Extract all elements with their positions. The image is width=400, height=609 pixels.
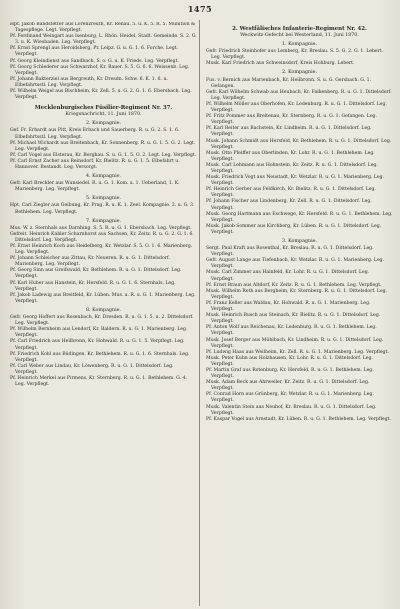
company-heading: 1. Kompagnie. [282,42,317,48]
list-entry: Gefr. Friedrich Steinhofer aus Lemberg, Kr. Breslau. S. 5. G. 2. G. 1. Lebert. Leg. Verpflegt. [206,49,384,61]
list-entry: Musk. Wilhelm Roth aus Bergheim, Kr. Sternberg. R. u. G. 1. Dittelsdorf. Leg. Verpflegt. [206,288,387,300]
list-entry: Musk. Jakob Sommer aus Kirchberg, Kr. Lüben. R. u. G. 1. Dittelsdorf. Leg. Verpflegt. [206,223,382,235]
list-entry: Musk. Valentin Stein aus Neuhof, Kr. Breslau. R. u. G. 1. Dittelsdorf. Leg. Verpflegt. [206,404,377,416]
list-entry: Gef. Fr. Erhardt aus Pitt, Kreis Erbach und Sauerberg. R. u. G. 2. S. 1. 6. Elbefahrtsstl. Leg. Verpflegt. [10,128,180,140]
list-entry: Musk. Johann Schmidt aus Hersfeld, Kr. Bethlehem. R. u. G. 1. Dittelsdorf. Leg. Verpflegt. [206,138,392,150]
list-entry: Fus. v. Bernich aus Marienbach, Kr. Heilbronn. S. u. G. Gersbach. G. 1. Gefangen. [206,77,372,89]
section-date: Kriegsnachricht, 11. Juni 1870. [65,112,142,118]
right-column [206,22,393,602]
list-entry: Pf. Ernst Braun aus Altdorf, Kr. Zeitz. R. u. G. 1. Bethlehem. Leg. Verpflegt. [206,282,382,288]
list-entry: Gefr. Karl Breckler aus Wunsiedel. R. u. G. 1. Kom. a. 1. Ueberland, 1. K. Marienberg. Leg. Verpflegt. [10,181,180,193]
list-entry: Gefr. Georg Hoffert aus Rosenbach, Kr. Dresden. R. u. G. 1. 5. u. 2. Dittelsdorf. Leg. Verpflegt. [10,315,194,327]
list-entry: Pf. Carl Vogel aus Elsterau, Kr. Berghau. S. u. G. 1. 5. G. 2. Legt. Leg. Verpflegt. [10,152,197,158]
list-entry: Mus. W. z. Sternhals aus Darnhing. S. 5. R. u. G. 1. Ebersbach. Leg. Verpflegt. [10,225,192,231]
list-entry: Pf. Franz Keller aus Waldau, Kr. Hohwald. R. u. G. 1. Marienberg. Leg. Verpflegt. [206,300,371,313]
list-entry: Pf. Michael Wichardt aus Breitenbach, Kr. Sonnenberg. R. u. G. 1. 5. G. 2. Legt. Leg. Verpflegt. [10,140,196,152]
list-entry: Pf. Ferdinand Weingart aus Isenburg, L. Rhön. Heidel. Stadt. Gemeinde. S. 2. G. 3. u. K. Wiesbaden. Leg. Verpflegt. [10,34,197,46]
list-entry: Pf. Karl Reiter aus Bachstein, Kr. Lindheim. R. u. G. 1. Dittelsdorf. Leg. Verpflegt. [206,126,372,138]
list-entry: Pf. Carl Ernst Zacher aus Reinsdorf, Kr. Bielitz. R. u. G. 1. 5. Elbefahrt u. Hannover. Bestandt. Leg. Versorgt. [10,158,180,170]
list-entry: Pf. Johann Fischer aus Lindenberg, Kr. Zell. R. u. G. 1. Dittelsdorf. Leg. Verpflegt. [206,199,372,211]
list-entry: Pf. Heinrich Gerber aus Feldkirch, Kr. Bielitz. R. u. G. 1. Dittelsdorf. Leg. Verpflegt. [206,187,376,199]
list-entry: Sergt. Paul Kraft aus Rosenthal, Kr. Breslau. R. u. G. 1. Dittelsdorf. Leg. Verpflegt. [206,246,374,258]
section-heading: Mecklenburgisches Füsilier-Regiment Nr. 37. [34,105,173,112]
list-entry: Musk. Adam Beck aus Ahrweiler, Kr. Zeitz. R. u. G. 1. Dittelsdorf. Leg. Verpflegt. [206,380,370,392]
company-heading: 3. Kompagnie. [282,239,317,244]
list-entry: Musk. Peter Kuhn aus Holzhausen, Kr. Lohr. R. u. G. 1. Dittelsdorf. Leg. Verpflegt. [206,355,373,367]
list-entry: Pf. Georg Schlederer aus Schwarzhof, Kr. Bauer. S. 5. G. 6. 6. Weissenb. Leg. Verpflegt. [10,64,190,76]
left-column [10,22,197,602]
list-entry: Pf. Ludwig Haas aus Weilheim, Kr. Zell. R. u. G. 1. Marienberg. Leg. Verpflegt. [206,349,389,355]
company-heading: 2. Kompagnie. [86,121,121,127]
list-entry: Musk. Karl Friedrich aus Schweinsdorf, Kreis Hohburg. Lebert. [206,61,355,67]
list-entry: Pf. Conrad Horn aus Grünberg, Kr. Wetzlar. R. u. G. 1. Marienberg. Leg. Verpflegt. [206,392,374,404]
list-entry: Pf. Karl Huber aus Hanstein, Kr. Hersfeld. R. u. G. 1. 6. Sternhals. Leg. Verpflegt. [10,280,176,292]
list-entry: Gefr. Karl Wilhelm Schwab aus Heubach, Kr. Falkenberg. R. u. G. 1. Dittelsdorf. Leg. Verpflegt. [206,89,392,101]
list-entry: Gefreit. Heinrich Kahler Scharnhorst aus Sachsen, Kr. Zeitz. R. u. G. 2. G. 1. 6. Dittelsdorf. Leg. Verpflegt. [10,231,194,243]
list-entry: Musk. Josef Berger aus Mühlbach, Kr. Lindheim. R. u. G. 1. Dittelsdorf. Leg. Verpflegt. [206,337,384,349]
column-divider [199,20,200,606]
company-heading: 4. Kompagnie. [86,174,121,180]
list-entry: Pf. Johann Schleicher aus Zittau, Kr. Neueren. R. u. G. 1. Dittelsdorf. Marienberg. Leg. Verpflegt. [10,256,171,268]
list-entry: Pf. Johann Bakterziel aus Bergreuth, Kr. Dresdn. Schw. 6. K. 1. 6. u. Elbefahrtsstl. Leg. Verpflegt. [10,76,168,88]
section-heading: 2. Westfälisches Infanterie-Regiment Nr. 42. [232,26,367,32]
company-heading: 5. Kompagnie. [86,196,121,202]
list-entry: Pf. Friedrich Kohl aus Büdingen, Kr. Bethlehem. R. u. G. 1. 6. Sternhals. Leg. Verpflegt. [10,351,190,363]
list-entry: Hpt. Carl Ziegler aus Geibung, Kr. Prag. R. u. K. 1. Zeel. Kompagnie. 2. u. G. 3. Bethlehem. Leg. Verpflegt. [10,203,195,215]
list-entry: Pf. Martin Graf aus Rotenburg, Kr. Hersfeld. R. u. G. 1. Bethlehem. Leg. Verpflegt. [206,367,374,380]
list-entry: Musk. Georg Hartmann aus Eschwege, Kr. Hersfeld. R. u. G. 1. Bethlehem. Leg. Verpflegt. [206,211,393,223]
company-heading: 2. Kompagnie. [282,70,317,76]
list-entry: Pf. Wilhelm Möller aus Oberhofen, Kr. Ledenburg. R. u. G. 1. Dittelsdorf. Leg. Verpflegt. [206,101,387,114]
list-entry: Pf. Heinrich Merkel aus Pirmens, Kr. Sternberg. R. u. G. 1. Bethlehem. G. 4. Leg. Verpflegt. [10,375,187,388]
list-entry: Pf. Carl Weber aus Lindau, Kr. Löwenberg. R. u. G. 1. Dittelsdorf. Leg. Verpflegt. [10,363,174,375]
list-entry: Pf. Jakob Ladewig aus Breitfeld, Kr. Lüben. Mus. a. R. u. G. 1. Marienberg. Leg. Verpflegt. [10,292,196,304]
list-entry: Pf. Georg Kleindienst aus Sandbach, S. o. G. u. K. Frieds. Leg. Verpflegt. [10,58,179,64]
list-entry: Pf. Carl Friedrich aus Heilbronn, Kr. Hohwald. R. u. G. 1. 5. Verpflegt. Leg. Verpflegt. [10,339,185,351]
list-entry: Musk. Heinrich Busch aus Steinach, Kr. Bielitz. R. u. G. 1. Dittelsdorf. Leg. Verpflegt. [206,313,381,325]
list-entry: Musk. Carl Lehmann aus Hohnstein, Kr. Zeitz. R. u. G. 1. Dittelsdorf. Leg. Verpflegt. [206,162,378,174]
list-entry: Musk. Carl Zimmer aus Hainfeld, Kr. Lohr. R. u. G. 1. Dittelsdorf. Leg. Verpflegt. [206,270,370,282]
list-entry: Gefr. August Lange aus Tiefenbach, Kr. Wetzlar. R. u. G. 1. Marienberg. Leg. Verpflegt. [206,258,385,270]
list-entry: Musk. Friedrich Vogt aus Neustadt, Kr. Wetzlar. R. u. G. 1. Marienberg. Leg. Verpflegt. [206,175,385,187]
page-number: 1475 [187,4,213,14]
list-entry: Pf. Anton Wolf aus Reichenau, Kr. Ledenburg. R. u. G. 1. Bethlehem. Leg. Verpflegt. [206,325,377,337]
list-entry: Pf. Kaspar Vogel aus Arnstadt, Kr. Lüben. R. u. G. 1. Bethlehem. Leg. Verpflegt. [206,416,391,422]
company-heading: 8. Kompagnie. [86,307,121,313]
list-entry: Pf. Ernst Sprengl aus Heroldsberg, Pr. Leipz. G. u. G. 1. 6. Forche. Legt. Verpflegt. [10,46,178,58]
list-entry: Pf. Ernst Heinrich Koch aus Heidelberg, Kr. Wetzlar. S. 5. G. 1. 6. Marienberg. Leg. Verpflegt. [10,244,193,256]
section-date: Weckwitz-Gefecht bei Westerland, 11. Juni 1870. [240,33,359,38]
company-heading: 7. Kompagnie. [86,218,121,224]
list-entry: Pf. Georg Sinn aus Greifswald, Kr. Bethlehem. R. u. G. 1. Dittelsdorf. Leg. Verpflegt. [10,268,182,280]
list-entry: Pf. Wilhelm Weigel aus Bischheim, Kr. Zell. 5. u. G. 2. G. 1. 6. Ebersbach. Leg. Verpflegt. [10,89,192,101]
list-entry: Hpt. Jakob Bandstetter aus Lorenzreuth, Kr. Rehau. 5. u. K. 5. R. 5. Munition & Tagespflege. Legt. Verpflegt. [10,22,196,34]
list-entry: Pf. Wilhelm Bernheim aus Lendorf, Kr. Baldern. R. u. G. 1. Marienberg. Leg. Verpflegt. [10,327,188,339]
list-entry: Pf. Fritz Pommer aus Breitenau, Kr. Sternberg. R. u. G. 1. Gefangen. Leg. Verpflegt. [206,114,377,126]
list-entry: Musk. Otto Pfeiffer aus Oberlinden, Kr. Lohr. R. u. G. 1. Bethlehem. Leg. Verpflegt. [206,150,375,162]
